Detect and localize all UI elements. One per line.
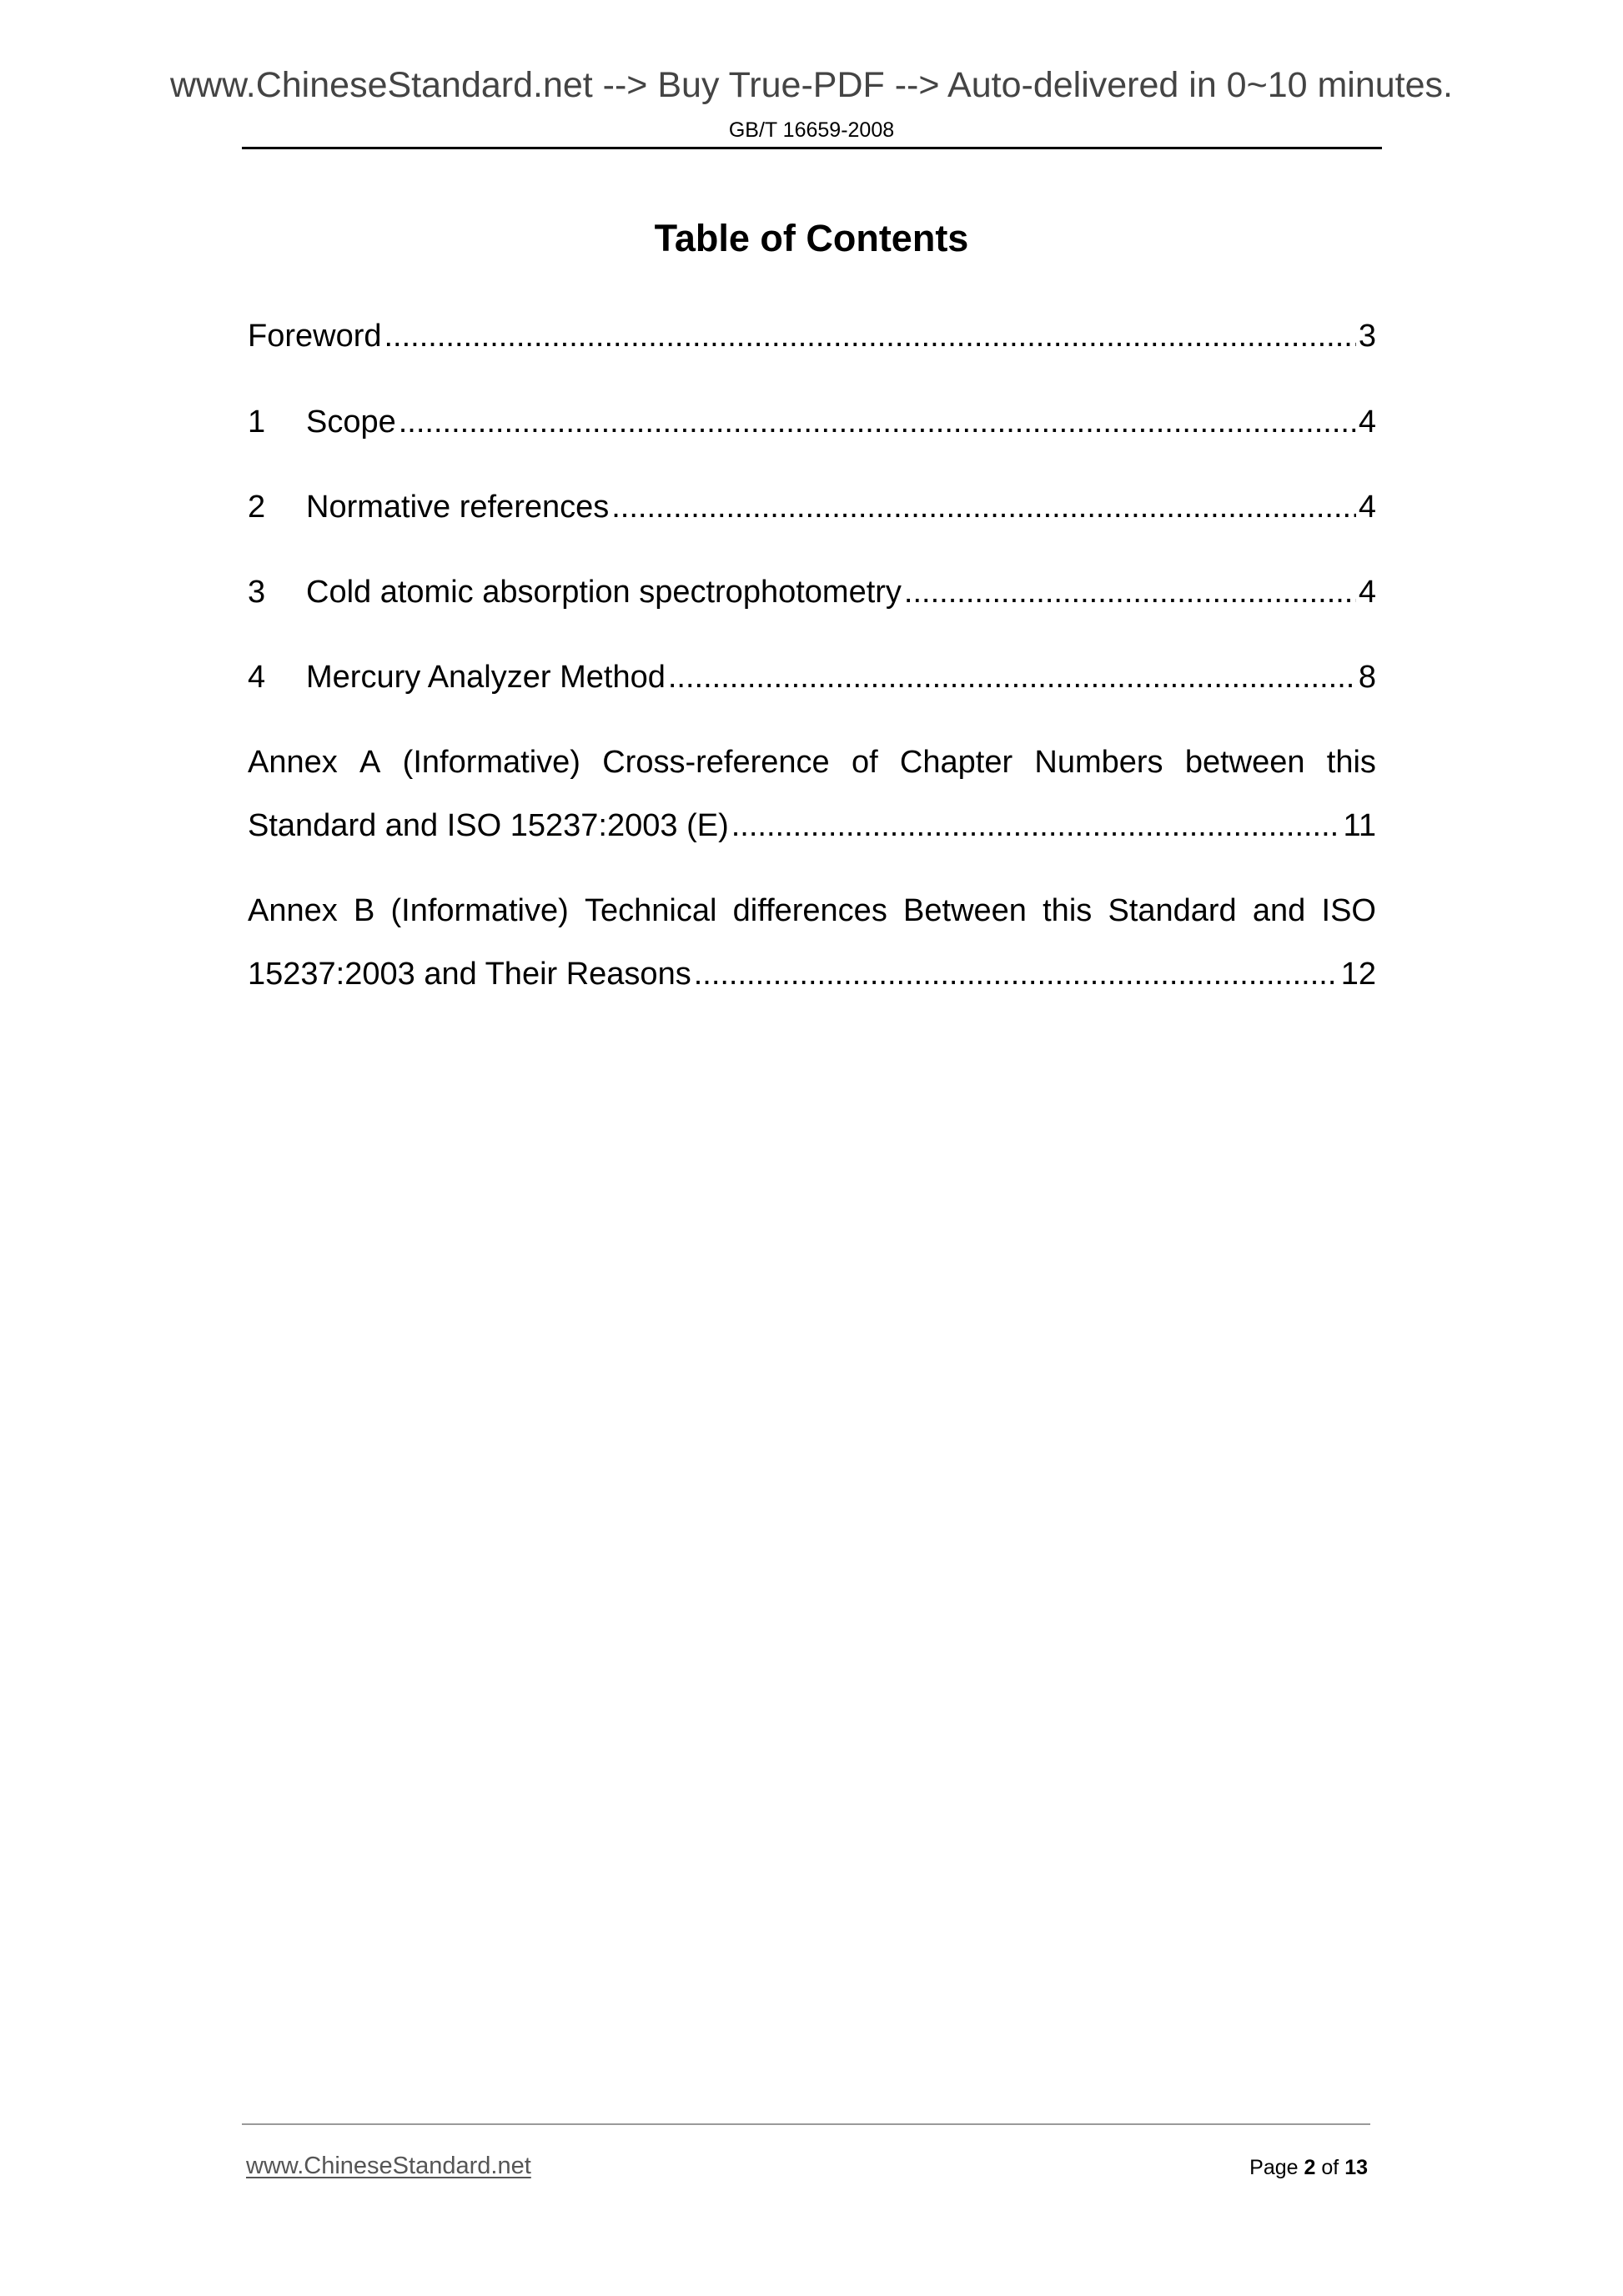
toc-entry-label: Foreword <box>248 319 382 354</box>
toc-entry-label: Normative references <box>306 490 610 525</box>
toc-entry-number: 2 <box>248 490 266 525</box>
toc-entry-number: 3 <box>248 575 266 610</box>
annex-word: B <box>353 893 375 928</box>
annex-word: this <box>1043 893 1093 928</box>
top-banner: www.ChineseStandard.net --> Buy True-PDF --> Auto-delivered in 0~10 minutes. <box>169 65 1453 105</box>
header-divider <box>242 147 1382 149</box>
toc-entry-page: 3 <box>1358 319 1376 354</box>
annex-word: A <box>359 745 381 780</box>
annex-word: (Informative) <box>402 745 580 780</box>
annex-word: Technical <box>585 893 717 928</box>
annex-word: Annex <box>248 893 338 928</box>
annex-word: between <box>1184 745 1305 780</box>
toc-entry-label: Scope <box>306 404 396 440</box>
annex-word: of <box>851 745 878 780</box>
toc-entry-annex-b-line1[interactable] <box>248 892 1376 930</box>
toc-entry-annex-b-line2[interactable] <box>248 955 1376 993</box>
toc-entry-cold-atomic-absorption[interactable] <box>248 573 1376 611</box>
toc-entry-mercury-analyzer[interactable] <box>248 658 1376 696</box>
page-title: Table of Contents <box>654 217 969 259</box>
toc-entry-page: 8 <box>1358 660 1376 695</box>
toc-entry-annex-a-line1[interactable] <box>248 743 1376 781</box>
annex-word: (Informative) <box>390 893 569 928</box>
annex-word: differences <box>732 893 887 928</box>
toc-entry-label: Cold atomic absorption spectrophotometry <box>306 575 902 610</box>
toc-entry-label: Standard and ISO 15237:2003 (E) <box>248 808 729 843</box>
dot-leader <box>731 806 1341 845</box>
toc-entry-page: 4 <box>1358 490 1376 525</box>
dot-leader <box>694 955 1339 993</box>
toc-entry-page: 4 <box>1358 404 1376 440</box>
page-prefix: Page <box>1249 2156 1299 2179</box>
toc-entry-normative-references[interactable] <box>248 488 1376 526</box>
annex-word: ISO <box>1321 893 1376 928</box>
toc-entry-label: 15237:2003 and Their Reasons <box>248 957 691 992</box>
dot-leader <box>904 573 1356 611</box>
dot-leader <box>399 403 1356 441</box>
annex-word: and <box>1252 893 1306 928</box>
dot-leader <box>668 658 1356 696</box>
footer-website-link[interactable]: www.ChineseStandard.net <box>246 2153 531 2179</box>
dot-leader <box>384 317 1356 355</box>
annex-word: Standard <box>1108 893 1237 928</box>
toc-entry-foreword[interactable] <box>248 317 1376 355</box>
toc-entry-scope[interactable] <box>248 403 1376 441</box>
page-current: 2 <box>1304 2156 1316 2179</box>
annex-word: Annex <box>248 745 338 780</box>
annex-word: Cross-reference <box>602 745 830 780</box>
footer-divider <box>242 2123 1370 2125</box>
annex-word: Chapter <box>899 745 1013 780</box>
annex-word: Between <box>903 893 1027 928</box>
page-of: of <box>1321 2156 1339 2179</box>
toc-entry-number: 4 <box>248 660 266 695</box>
toc-entry-page: 11 <box>1343 808 1376 843</box>
toc-entry-page: 4 <box>1358 575 1376 610</box>
annex-word: Numbers <box>1034 745 1163 780</box>
annex-word: this <box>1326 745 1376 780</box>
toc-entry-page: 12 <box>1340 957 1376 992</box>
toc-entry-number: 1 <box>248 404 266 440</box>
page-indicator <box>1234 2155 1368 2180</box>
page-total: 13 <box>1344 2156 1368 2179</box>
dot-leader <box>611 488 1356 526</box>
toc-entry-label: Mercury Analyzer Method <box>306 660 666 695</box>
document-code: GB/T 16659-2008 <box>728 118 895 142</box>
toc-entry-annex-a-line2[interactable] <box>248 806 1376 845</box>
